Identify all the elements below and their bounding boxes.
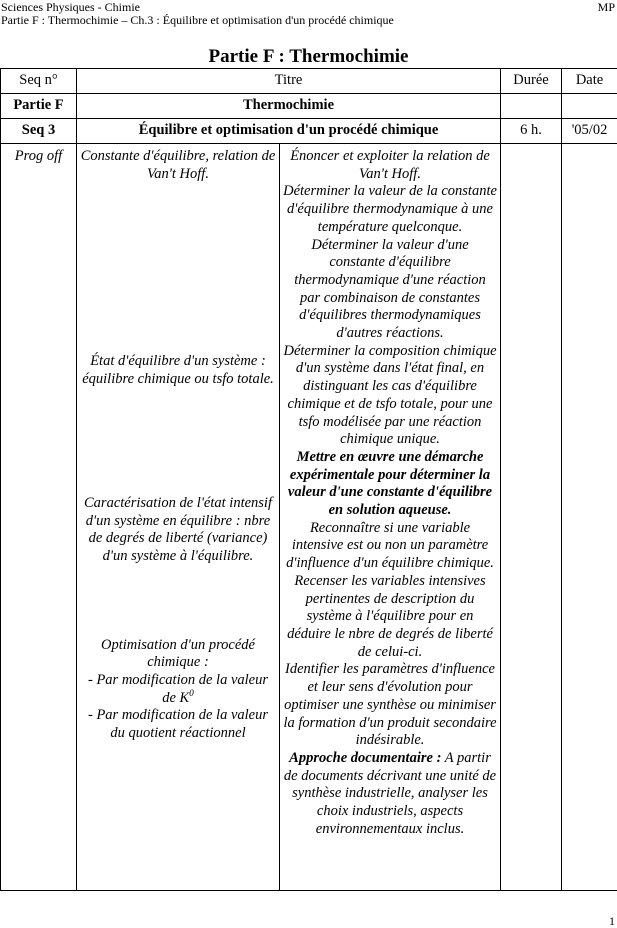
seq-date: '05/02	[562, 119, 617, 144]
notion-2: État d'équilibre d'un système : équilibre chimique ou tsfo totale.	[82, 353, 274, 388]
program-table	[0, 68, 617, 891]
page-number: 1	[609, 914, 615, 928]
notion-4-k-sup: 0	[189, 687, 194, 698]
col-title-header: Titre	[77, 69, 501, 94]
skill-6: Reconnaître si une variable intensive est ou non un paramètre d'influence d'un équilibre chimique.	[286, 519, 494, 572]
notion-4-k-text: - Par modification de la valeur de K	[87, 672, 268, 706]
header-class: MP	[597, 0, 615, 14]
prog-notions	[77, 144, 280, 891]
prog-duration	[501, 144, 562, 891]
skill-4: Déterminer la composition chimique d'un système dans l'état final, en distinguant les cas d'équilibre chimique et de tsfo totale, pour une tsfo modélisée par une réaction chimique unique.	[283, 342, 497, 448]
skill-8: Identifier les paramètres d'influence et leur sens d'évolution pour optimiser une synthèse ou minimiser la formation d'un produit secondaire indésirable.	[283, 661, 497, 749]
skill-5: Mettre en œuvre une démarche expérimentale pour déterminer la valeur d'une constante d'équilibre en solution aqueuse.	[287, 448, 493, 519]
header-subject: Sciences Physiques - Chimie	[1, 0, 140, 14]
notion-4-q: - Par modification de la valeur du quotient réactionnel	[87, 707, 268, 742]
prog-skills	[280, 144, 501, 891]
table-row-program	[1, 144, 617, 891]
table-row-seq3	[1, 119, 617, 144]
partie-duration	[501, 94, 562, 119]
page-title: Partie F : Thermochimie	[208, 46, 409, 67]
header-chapter: Partie F : Thermochimie – Ch.3 : Équilibre et optimisation d'un procédé chimique	[1, 13, 394, 27]
table-header-row	[1, 69, 617, 94]
skill-7: Recenser les variables intensives pertinentes de description du système à l'équilibre pour en déduire le nbre de degrés de liberté de celui-ci.	[287, 572, 493, 660]
notion-4-title: Optimisation d'un procédé chimique :	[101, 636, 255, 671]
seq-duration: 6 h.	[501, 119, 562, 144]
notion-3: Caractérisation de l'état intensif d'un système en équilibre : nbre de degrés de liberté (variance) d'un système à l'équilibre.	[84, 494, 272, 564]
prog-date	[562, 144, 617, 891]
skill-2: Déterminer la valeur de la constante d'équilibre thermodynamique à une température quelconque.	[283, 183, 497, 235]
notion-1: Constante d'équilibre, relation de Van't Hoff.	[80, 148, 276, 182]
seq-label: Seq 3	[1, 119, 77, 144]
skill-9-text: A partir de documents décrivant une unité de synthèse industrielle, analyser les choix industriels, aspects environnementaux inclus.	[283, 749, 497, 837]
prog-label: Prog off	[1, 144, 77, 891]
col-duration-header: Durée	[501, 69, 562, 94]
skill-9-label: Approche documentaire :	[289, 749, 442, 766]
table-row-partie	[1, 94, 617, 119]
skill-9	[283, 750, 497, 839]
seq-title: Équilibre et optimisation d'un procédé chimique	[77, 119, 501, 144]
skill-1: Énoncer et exploiter la relation de Van't Hoff.	[290, 148, 490, 182]
col-date-header: Date	[562, 69, 617, 94]
notion-4-k	[80, 672, 276, 707]
partie-title: Thermochimie	[77, 94, 501, 119]
col-seq-header: Seq n°	[1, 69, 77, 94]
partie-date	[562, 94, 617, 119]
skill-3: Déterminer la valeur d'une constante d'équilibre thermodynamique d'une réaction par combinaison de constantes d'équilibres thermodynamiques d'autres réactions.	[294, 236, 486, 342]
partie-label: Partie F	[1, 94, 77, 119]
